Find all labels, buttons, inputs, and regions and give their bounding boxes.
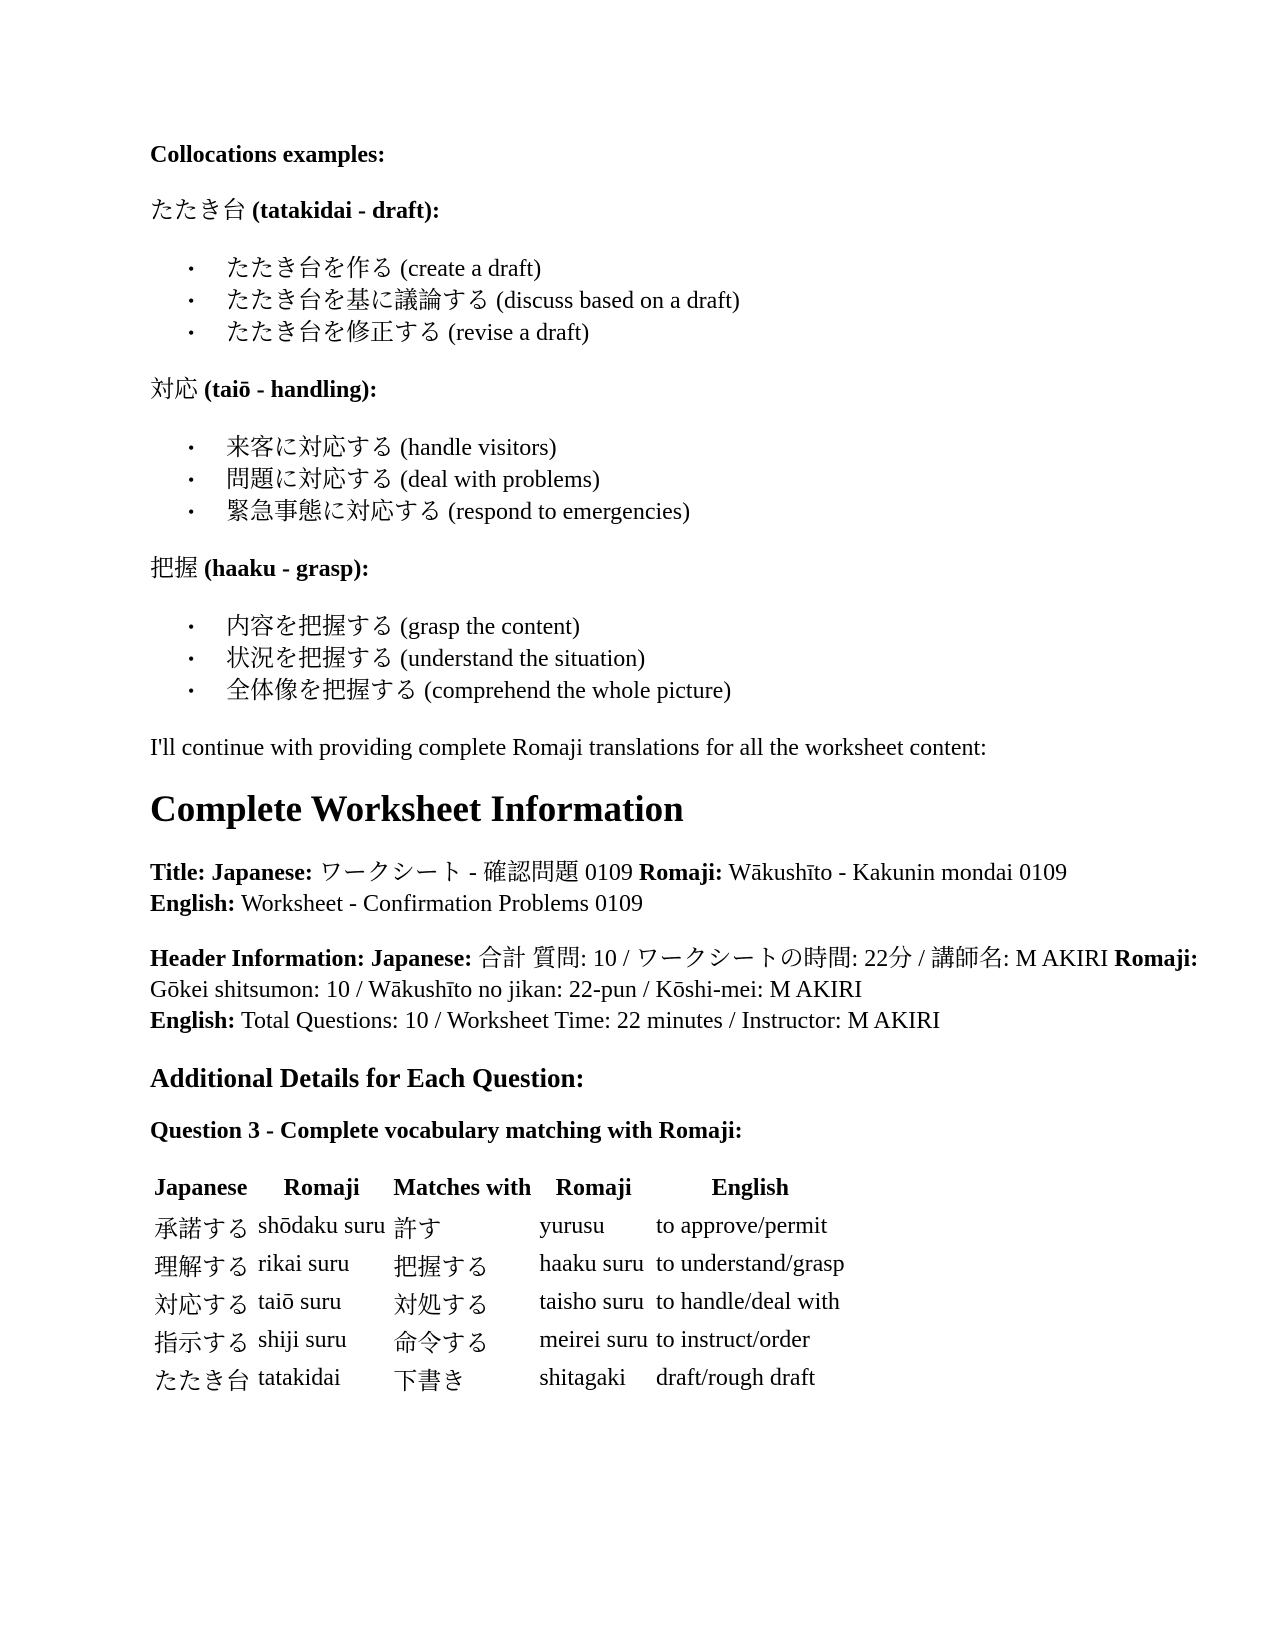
bullet-icon: • [188,681,195,701]
bullet-icon: • [188,438,195,458]
table-row: たたき台 tatakidai 下書き shitagaki draft/rough draft [154,1364,816,1395]
collocation-term-tatakidai [150,196,1150,227]
vocab-matching-table [150,1169,849,1397]
collocation-list-taio [150,432,1150,528]
collocation-term-haaku [150,554,1150,585]
collocation-list-haaku [150,611,1150,707]
bullet-icon: • [188,323,195,343]
collocation-term-jp: 把握 [150,556,198,582]
table-header-row [150,1169,849,1207]
bullet-icon: • [188,291,195,311]
list-item: • 状況を把握する (understand the situation) [150,643,1150,675]
table-row: 理解する rikai suru 把握する haaku suru to understand/grasp [154,1250,845,1281]
continue-note: I'll continue with providing complete Romaji translations for all the worksheet content: [150,735,987,761]
document-page [150,140,1199,1397]
list-item: • 全体像を把握する (comprehend the whole picture) [150,675,1150,707]
collocations-heading: Collocations examples: [150,142,386,168]
bullet-icon: • [188,649,195,669]
column-header: Romaji [555,1174,632,1201]
bullet-icon: • [188,502,195,522]
bullet-icon: • [188,617,195,637]
column-header: Japanese [154,1174,248,1201]
question3-heading: Question 3 - Complete vocabulary matching with Romaji: [150,1118,743,1144]
collocation-term-gloss: (haaku - grasp): [204,556,370,582]
column-header: Romaji [283,1174,360,1201]
additional-details-heading: Additional Details for Each Question: [150,1063,585,1093]
collocation-term-gloss: (taiō - handling): [204,377,378,403]
main-heading: Complete Worksheet Information [150,789,684,830]
title-block: Title: Japanese: ワークシート - 確認問題 0109 Romaji: Wākushīto - Kakunin mondai 0109 English: Worksheet - Confirmation Problems 0109 [150,860,1068,917]
list-item: • たたき台を作る (create a draft) [150,253,1150,285]
collocation-list-tatakidai [150,253,1150,349]
list-item: • 内容を把握する (grasp the content) [150,611,1150,643]
collocation-term-taio [150,375,1150,406]
list-item: • たたき台を修正する (revise a draft) [150,317,1150,349]
header-info-block: Header Information: Japanese: 合計 質問: 10 / ワークシートの時間: 22分 / 講師名: M AKIRI Romaji: Gōkei shitsumon: 10 / Wākushīto no jikan: 22-pun / Kōshi-mei: M AKIRI English: Total Questions: 10 / Worksheet Time: 22 minutes / Instructor: M AKIRI [150,946,1199,1034]
list-item: • 緊急事態に対応する (respond to emergencies) [150,496,1150,528]
table-row: 承諾する shōdaku suru 許す yurusu to approve/permit [154,1212,828,1243]
bullet-icon: • [188,259,195,279]
column-header: English [711,1174,789,1201]
table-row: 対応する taiō suru 対処する taisho suru to handle/deal with [154,1288,840,1319]
list-item: • 来客に対応する (handle visitors) [150,432,1150,464]
collocation-term-jp: 対応 [150,377,198,403]
list-item: • 問題に対応する (deal with problems) [150,464,1150,496]
collocation-term-jp: たたき台 [150,198,246,224]
table-row: 指示する shiji suru 命令する meirei suru to instruct/order [154,1326,810,1357]
collocation-term-gloss: (tatakidai - draft): [252,198,440,224]
list-item: • たたき台を基に議論する (discuss based on a draft) [150,285,1150,317]
column-header: Matches with [393,1174,532,1201]
bullet-icon: • [188,470,195,490]
